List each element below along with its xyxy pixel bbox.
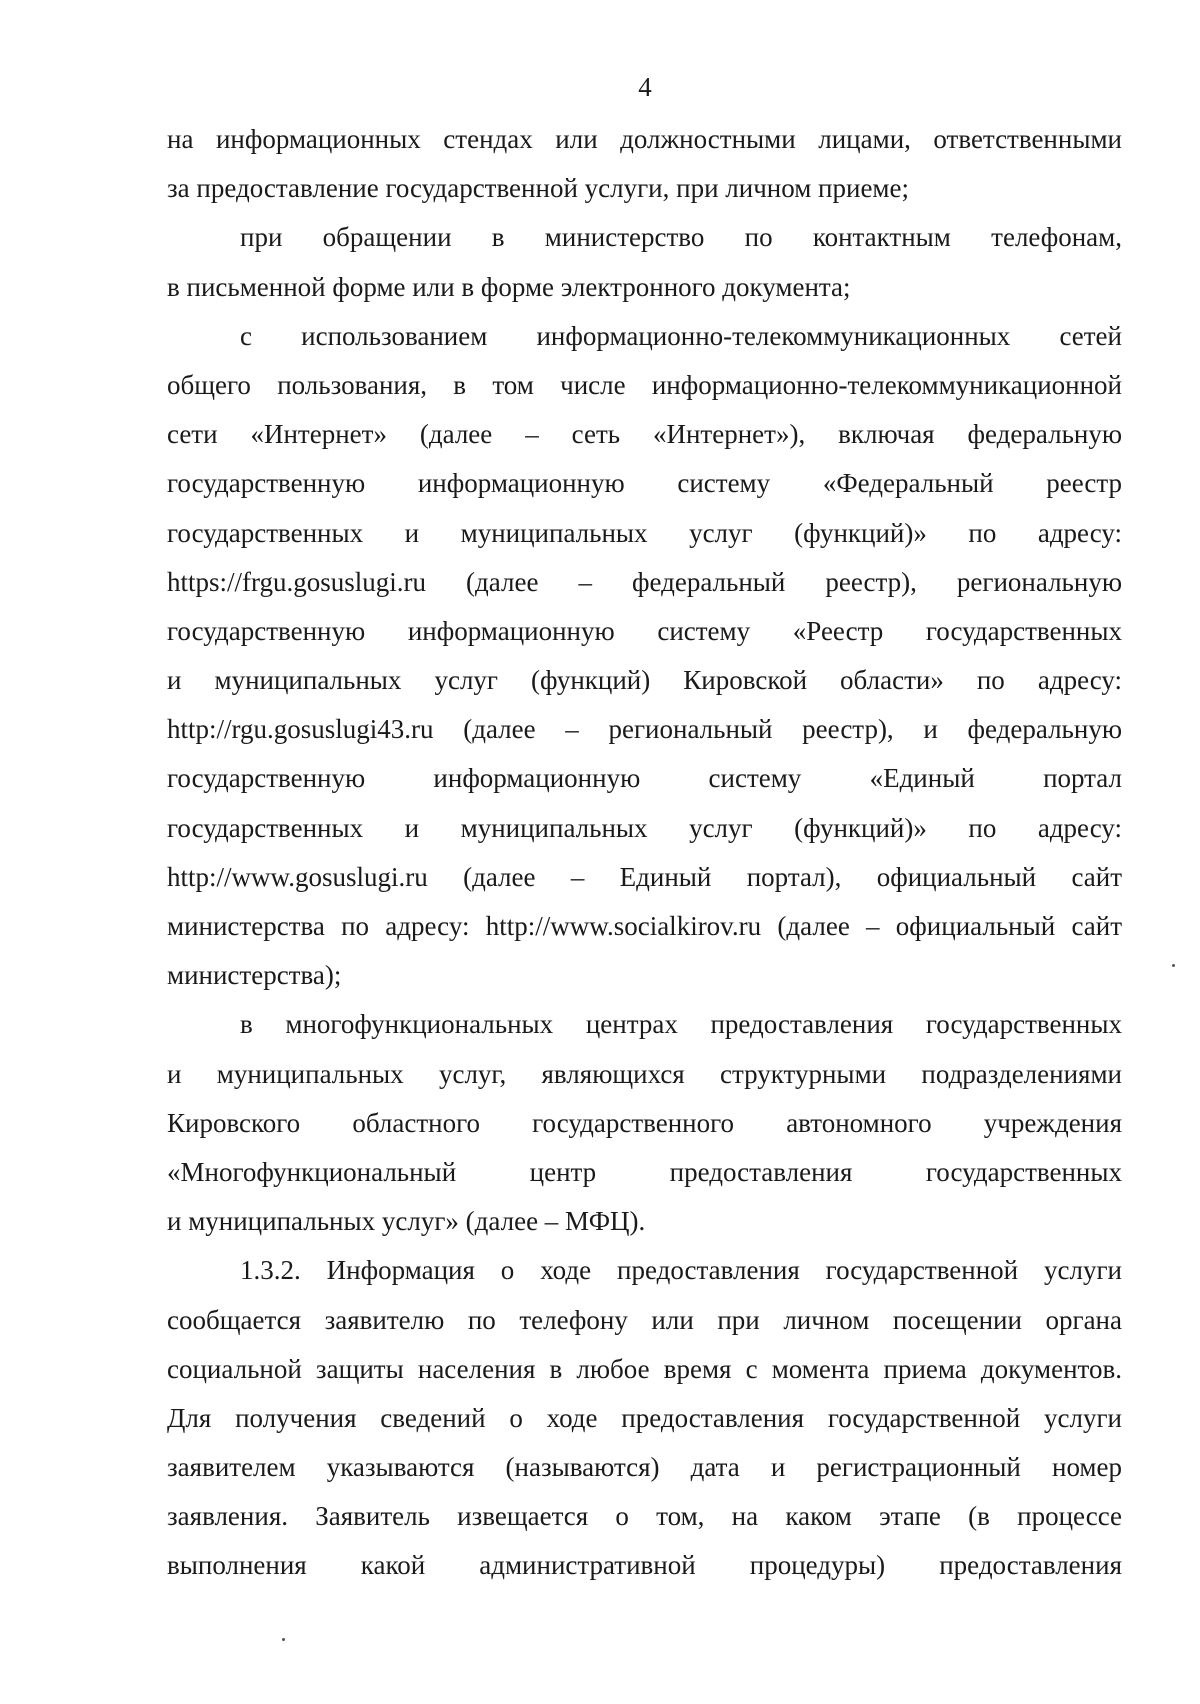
page-number: 4	[638, 72, 652, 102]
text-line: выполнения какой административной процедуры) предоставления	[167, 1550, 1122, 1581]
text-line: государственных и муниципальных услуг (функций)» по адресу:	[167, 812, 1122, 843]
text-line: общего пользования, в том числе информационно-телекоммуникационной	[167, 369, 1122, 400]
text-line: на информационных стендах или должностными лицами, ответственными	[167, 124, 1122, 154]
text-line: Для получения сведений о ходе предоставления государственной услуги	[167, 1402, 1122, 1433]
text-line: http://rgu.gosuslugi43.ru (далее – региональный реестр), и федеральную	[167, 714, 1122, 745]
text-line: государственную информационную систему «Федеральный реестр	[167, 468, 1122, 499]
text-line: сети «Интернет» (далее – сеть «Интернет»), включая федеральную	[167, 419, 1122, 450]
text-line: заявителем указываются (называются) дата и регистрационный номер	[167, 1452, 1122, 1483]
text-line: Кировского областного государственного автономного учреждения	[167, 1107, 1122, 1138]
text-line: государственную информационную систему «Реестр государственных	[167, 615, 1122, 646]
text-line: 1.3.2. Информация о ходе предоставления государственной услуги	[240, 1255, 1122, 1286]
scan-speck	[282, 1638, 285, 1641]
text-line: государственную информационную систему «Единый портал	[167, 763, 1122, 794]
text-line: сообщается заявителю по телефону или при личном посещении органа	[167, 1304, 1122, 1335]
text-line: министерства по адресу: http://www.socialkirov.ru (далее – официальный сайт	[167, 911, 1122, 941]
document-body	[167, 115, 1122, 1591]
text-line: и муниципальных услуг, являющихся структурными подразделениями	[167, 1058, 1122, 1089]
text-line: с использованием информационно-телекоммуникационных сетей	[240, 320, 1122, 351]
text-line: заявления. Заявитель извещается о том, на каком этапе (в процессе	[167, 1501, 1122, 1532]
text-line: http://www.gosuslugi.ru (далее – Единый портал), официальный сайт	[167, 861, 1122, 892]
text-line: при обращении в министерство по контактным телефонам,	[240, 222, 1122, 253]
text-line: социальной защиты населения в любое время с момента приема документов.	[167, 1353, 1122, 1384]
text-line: в многофункциональных центрах предоставления государственных	[240, 1009, 1122, 1040]
text-line: и муниципальных услуг (функций) Кировской области» по адресу:	[167, 665, 1122, 696]
text-line: за предоставление государственной услуги, при личном приеме;	[167, 173, 909, 204]
text-line: министерства);	[167, 960, 342, 991]
text-line: «Многофункциональный центр предоставления государственных	[167, 1156, 1122, 1187]
text-line: и муниципальных услуг» (далее – МФЦ).	[167, 1206, 646, 1237]
text-line: https://frgu.gosuslugi.ru (далее – федеральный реестр), региональную	[167, 566, 1122, 597]
text-line: государственных и муниципальных услуг (функций)» по адресу:	[167, 517, 1122, 548]
text-line: в письменной форме или в форме электронного документа;	[167, 271, 851, 302]
scan-speck	[1172, 964, 1175, 967]
